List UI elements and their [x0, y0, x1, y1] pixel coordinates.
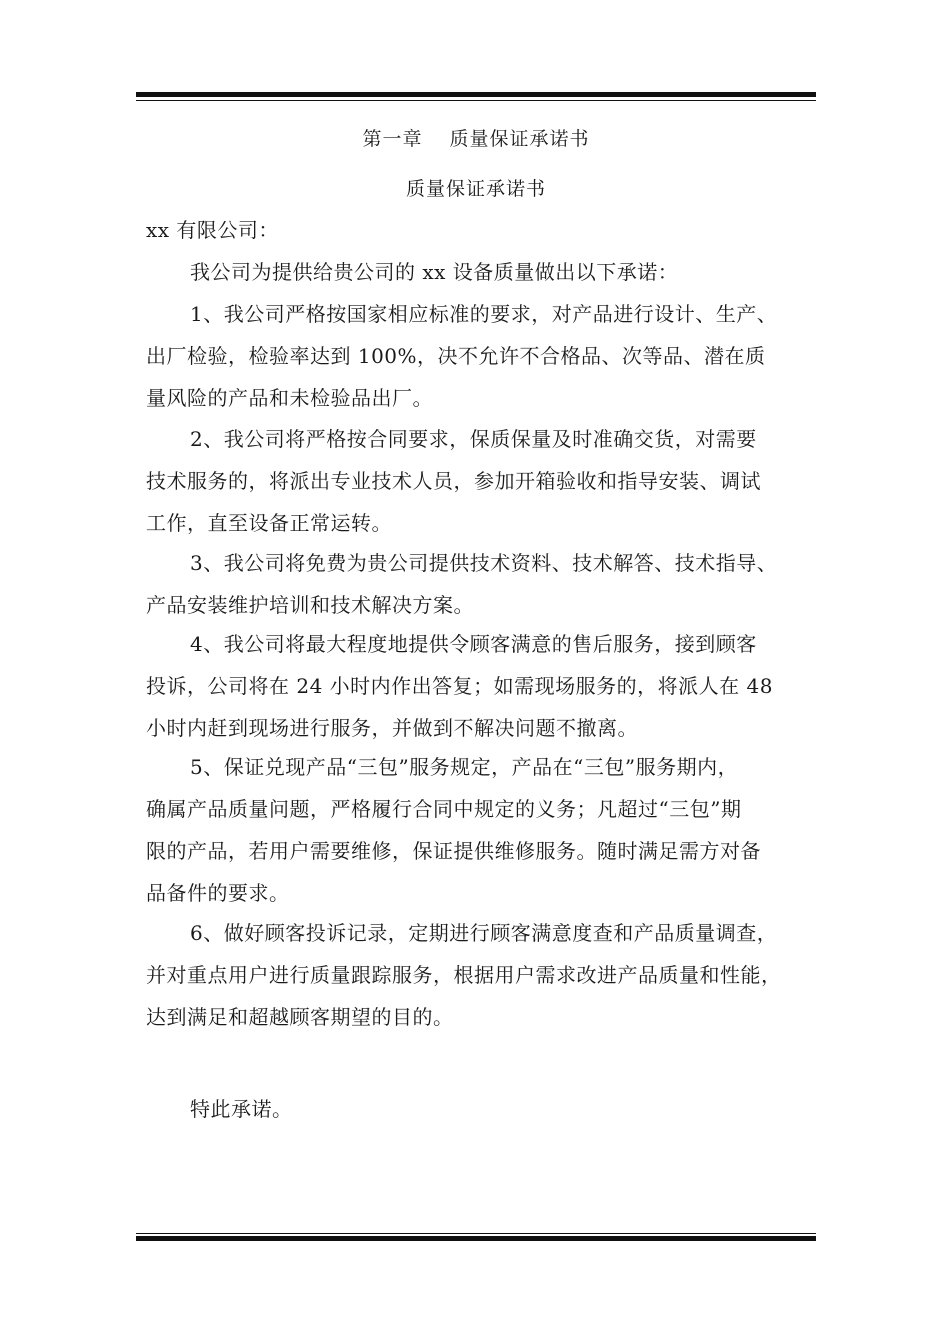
item-line: 4、我公司将最大程度地提供令顾客满意的售后服务，接到顾客: [190, 632, 757, 656]
item-6: [146, 912, 816, 1038]
item-line: 并对重点用户进行质量跟踪服务，根据用户需求改进产品质量和性能，: [146, 963, 782, 987]
item-line: 限的产品，若用户需要维修，保证提供维修服务。随时满足需方对备: [146, 839, 761, 863]
item-line: 技术服务的，将派出专业技术人员，参加开箱验收和指导安装、调试: [146, 469, 761, 493]
item-line: 出厂检验，检验率达到 100%，决不允许不合格品、次等品、潜在质: [146, 344, 766, 368]
salutation-text: xx 有限公司：: [146, 218, 279, 242]
item-line: 工作，直至设备正常运转。: [146, 511, 392, 535]
item-line: 投诉，公司将在 24 小时内作出答复；如需现场服务的，将派人在 48: [146, 674, 773, 698]
item-line: 品备件的要求。: [146, 881, 290, 905]
item-line: 6、做好顾客投诉记录，定期进行顾客满意度查和产品质量调查，: [190, 921, 778, 945]
item-line: 2、我公司将严格按合同要求，保质保量及时准确交货，对需要: [190, 427, 757, 451]
closing-paragraph: [146, 1088, 816, 1130]
item-line: 5、保证兑现产品“三包”服务规定，产品在“三包”服务期内，: [190, 755, 739, 779]
footer-rule: [136, 1233, 816, 1243]
item-line: 达到满足和超越顾客期望的目的。: [146, 1005, 454, 1029]
item-line: 产品安装维护培训和技术解决方案。: [146, 593, 474, 617]
document-title: 质量保证承诺书: [405, 178, 546, 200]
item-line: 3、我公司将免费为贵公司提供技术资料、技术解答、技术指导、: [190, 551, 778, 575]
item-4: [146, 623, 816, 749]
header-rule: [136, 92, 816, 102]
closing-text: 特此承诺。: [190, 1097, 293, 1121]
intro-paragraph: [146, 251, 816, 293]
item-1: [146, 293, 816, 419]
item-3: [146, 542, 816, 626]
salutation: [146, 209, 816, 251]
item-line: 量风险的产品和未检验品出厂。: [146, 386, 433, 410]
item-line: 小时内赶到现场进行服务，并做到不解决问题不撤离。: [146, 716, 638, 740]
item-2: [146, 418, 816, 544]
item-line: 确属产品质量问题，严格履行合同中规定的义务；凡超过“三包”期: [146, 797, 742, 821]
chapter-title: 第一章 质量保证承诺书: [362, 128, 590, 150]
item-line: 1、我公司严格按国家相应标准的要求，对产品进行设计、生产、: [190, 302, 778, 326]
intro-text: 我公司为提供给贵公司的 xx 设备质量做出以下承诺：: [190, 260, 679, 284]
item-5: [146, 746, 816, 914]
